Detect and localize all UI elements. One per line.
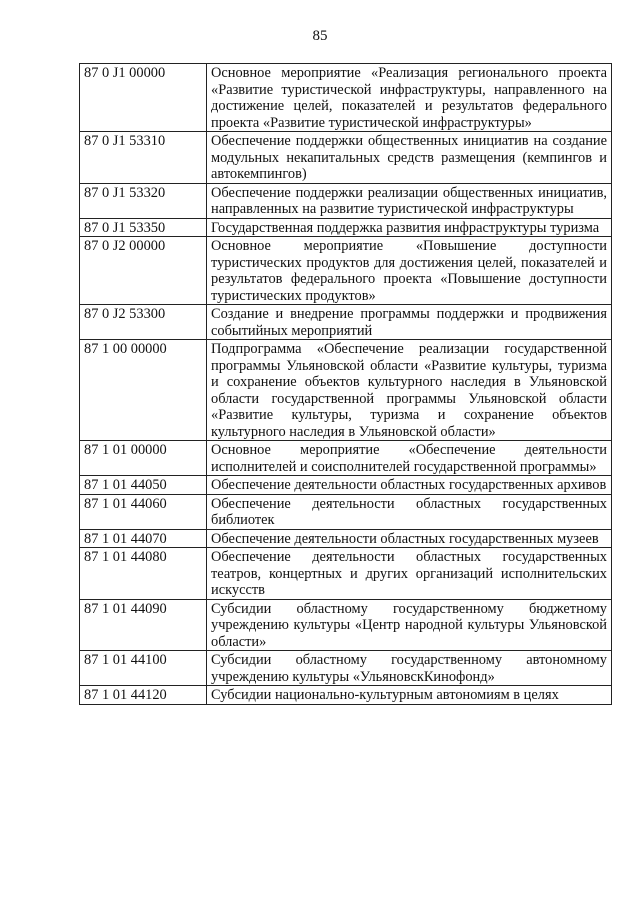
row-description: Обеспечение деятельности областных государственных архивов	[207, 476, 612, 495]
table-row	[80, 686, 612, 705]
page-number: 85	[312, 28, 328, 44]
row-code: 87 1 00 00000	[80, 340, 207, 441]
table-row	[80, 305, 612, 340]
table-row	[80, 529, 612, 548]
row-description: Создание и внедрение программы поддержки и продвижения событийных мероприятий	[207, 305, 612, 340]
row-description: Обеспечение поддержки реализации общественных инициатив, направленных на развитие туристической инфраструктуры	[207, 183, 612, 218]
row-code: 87 1 01 44090	[80, 599, 207, 651]
row-code: 87 0 J2 53300	[80, 305, 207, 340]
table-row	[80, 237, 612, 305]
budget-classification-table	[79, 63, 612, 705]
row-code: 87 0 J1 53310	[80, 132, 207, 184]
row-description: Основное мероприятие «Реализация регионального проекта «Развитие туристической инфраструктуры, направленного на достижение целей, показателей и результатов федерального проекта «Развитие туристической инфраструктуры»	[207, 64, 612, 132]
row-code: 87 1 01 44080	[80, 548, 207, 600]
table-row	[80, 476, 612, 495]
row-code: 87 1 01 44060	[80, 494, 207, 529]
row-description: Основное мероприятие «Обеспечение деятельности исполнителей и соисполнителей государственной программы»	[207, 441, 612, 476]
row-description: Обеспечение деятельности областных государственных музеев	[207, 529, 612, 548]
row-code: 87 1 01 44100	[80, 651, 207, 686]
table-row	[80, 494, 612, 529]
row-description: Государственная поддержка развития инфраструктуры туризма	[207, 218, 612, 237]
row-description: Субсидии областному государственному автономному учреждению культуры «УльяновскКинофонд»	[207, 651, 612, 686]
table-row	[80, 218, 612, 237]
table-row	[80, 441, 612, 476]
row-description: Подпрограмма «Обеспечение реализации государственной программы Ульяновской области «Развитие культуры, туризма и сохранение объектов культурного наследия в Ульяновской области государственной программы Ульяновской области «Развитие культуры, туризма и сохранение объектов культурного наследия в Ульяновской области»	[207, 340, 612, 441]
table-row	[80, 651, 612, 686]
row-code: 87 1 01 44070	[80, 529, 207, 548]
row-description: Обеспечение деятельности областных государственных театров, концертных и других организаций исполнительских искусств	[207, 548, 612, 600]
row-code: 87 0 J2 00000	[80, 237, 207, 305]
row-code: 87 0 J1 53350	[80, 218, 207, 237]
table-row	[80, 64, 612, 132]
table-row	[80, 183, 612, 218]
row-description: Основное мероприятие «Повышение доступности туристических продуктов для достижения целей, показателей и результатов федерального проекта «Повышение доступности туристических продуктов»	[207, 237, 612, 305]
row-description: Обеспечение деятельности областных государственных библиотек	[207, 494, 612, 529]
table-row	[80, 599, 612, 651]
row-code: 87 1 01 00000	[80, 441, 207, 476]
row-description: Обеспечение поддержки общественных инициатив на создание модульных некапитальных средств размещения (кемпингов и автокемпингов)	[207, 132, 612, 184]
row-code: 87 0 J1 53320	[80, 183, 207, 218]
row-code: 87 1 01 44050	[80, 476, 207, 495]
table-row	[80, 340, 612, 441]
row-description: Субсидии областному государственному бюджетному учреждению культуры «Центр народной культуры Ульяновской области»	[207, 599, 612, 651]
row-code: 87 1 01 44120	[80, 686, 207, 705]
row-code: 87 0 J1 00000	[80, 64, 207, 132]
table-row	[80, 548, 612, 600]
table-row	[80, 132, 612, 184]
row-description: Субсидии национально-культурным автономиям в целях	[207, 686, 612, 705]
